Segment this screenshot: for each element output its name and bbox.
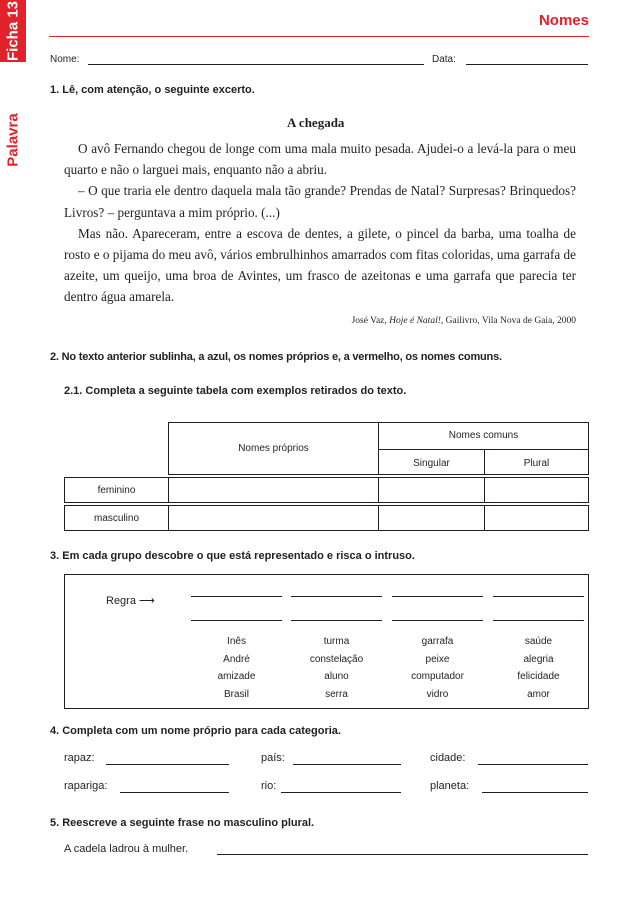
- rule-label: [106, 594, 155, 607]
- citation: [352, 316, 576, 326]
- planeta-label: planeta:: [430, 780, 470, 792]
- word-item[interactable]: aluno: [324, 671, 349, 682]
- sidebar: [0, 0, 26, 190]
- rapaz-field[interactable]: [106, 764, 229, 765]
- date-field[interactable]: [466, 64, 588, 65]
- word-item[interactable]: Inês: [227, 636, 246, 647]
- cidade-label: cidade:: [430, 752, 466, 764]
- q5-prompt: 5. Reescreve a seguinte frase no masculino plural.: [50, 817, 315, 829]
- q3-prompt: 3. Em cada grupo descobre o que está representado e risca o intruso.: [50, 550, 415, 562]
- rapariga-label: rapariga:: [64, 780, 108, 792]
- citation-book: Hoje é Natal!,: [389, 316, 444, 326]
- planeta-field[interactable]: [482, 792, 588, 793]
- palavra-label: Palavra: [4, 113, 22, 167]
- date-label: Data:: [432, 54, 456, 65]
- word-item[interactable]: André: [223, 653, 250, 665]
- word-item[interactable]: saúde: [524, 636, 553, 647]
- word-item[interactable]: constelação: [309, 653, 364, 665]
- row-feminino-label: feminino: [97, 485, 136, 496]
- q5-answer-field[interactable]: [217, 854, 588, 855]
- arrow-right-icon: ⟶: [139, 595, 155, 607]
- name-label: Nome:: [50, 54, 80, 65]
- word-item[interactable]: peixe: [425, 653, 450, 665]
- q2-sub-prompt: 2.1. Completa a seguinte tabela com exemplos retirados do texto.: [64, 385, 407, 397]
- word-group-3: [392, 633, 483, 703]
- name-field[interactable]: [88, 64, 424, 65]
- citation-rest: Gailivro, Vila Nova de Gaia, 2000: [445, 316, 576, 326]
- rule-field-4-top[interactable]: [493, 596, 584, 597]
- rapaz-label: rapaz:: [64, 752, 95, 764]
- pais-field[interactable]: [293, 764, 401, 765]
- ficha-label: Ficha 13: [4, 0, 22, 62]
- word-group-1: [191, 633, 282, 703]
- q4-prompt: 4. Completa com um nome próprio para cada categoria.: [50, 725, 341, 737]
- cell-feminino-plural[interactable]: [484, 477, 589, 503]
- header-divider: [49, 36, 589, 37]
- rule-field-3-top[interactable]: [392, 596, 483, 597]
- rule-field-3-bottom[interactable]: [392, 620, 483, 621]
- word-item[interactable]: alegria: [523, 653, 554, 665]
- cell-masculino-proprios[interactable]: [168, 505, 379, 531]
- q1-prompt: 1. Lê, com atenção, o seguinte excerto.: [50, 84, 255, 96]
- table-header-comuns-label: Nomes comuns: [448, 430, 519, 441]
- story-paragraph: Mas não. Apareceram, entre a escova de dentes, a gilete, o pincel da barba, uma toalha de rosto e o pijama do meu avô, vários embrulhinhos amarrados com fitas coloridas, uma garrafa de azeite, um queijo, uma broa de Avintes, um frasco de azeitonas e uma garrafa que parecia ter dentro água amarela.: [64, 225, 576, 305]
- pais-label: país:: [261, 752, 285, 764]
- q2-prompt: 2. No texto anterior sublinha, a azul, os nomes próprios e, a vermelho, os nomes comuns.: [50, 351, 502, 363]
- word-item[interactable]: computador: [411, 671, 464, 682]
- word-item[interactable]: garrafa: [421, 636, 454, 647]
- cell-masculino-plural[interactable]: [484, 505, 589, 531]
- table-header-plural-label: Plural: [523, 458, 550, 469]
- q5-sentence: A cadela ladrou à mulher.: [64, 843, 189, 855]
- table-header-singular-label: Singular: [413, 458, 450, 469]
- story-text: [64, 138, 576, 308]
- rule-field-2-top[interactable]: [291, 596, 382, 597]
- table-header-proprios-label: Nomes próprios: [238, 443, 309, 454]
- story-title: A chegada: [287, 115, 345, 130]
- word-item[interactable]: felicidade: [517, 671, 560, 682]
- rule-field-1-top[interactable]: [191, 596, 282, 597]
- row-masculino-label: masculino: [93, 513, 140, 524]
- rapariga-field[interactable]: [120, 792, 229, 793]
- rio-field[interactable]: [281, 792, 401, 793]
- word-item[interactable]: Brasil: [223, 688, 249, 700]
- word-item[interactable]: vidro: [426, 688, 449, 700]
- cell-masculino-singular[interactable]: [378, 505, 485, 531]
- rule-field-4-bottom[interactable]: [493, 620, 584, 621]
- page-title: Nomes: [538, 12, 589, 29]
- cell-feminino-singular[interactable]: [378, 477, 485, 503]
- word-group-2: [291, 633, 382, 703]
- word-item[interactable]: amizade: [217, 671, 256, 682]
- cidade-field[interactable]: [478, 764, 588, 765]
- word-item[interactable]: amor: [527, 688, 550, 700]
- word-item[interactable]: turma: [323, 636, 350, 647]
- rule-field-1-bottom[interactable]: [191, 620, 282, 621]
- rule-field-2-bottom[interactable]: [291, 620, 382, 621]
- rule-text: Regra: [106, 595, 136, 607]
- cell-feminino-proprios[interactable]: [168, 477, 379, 503]
- word-group-4: [493, 633, 584, 703]
- rio-label: rio:: [261, 780, 277, 792]
- word-item[interactable]: serra: [325, 688, 348, 700]
- story-paragraph: O avô Fernando chegou de longe com uma mala muito pesada. Ajudei-o a levá-la para o meu quarto e não o larguei mais, enquanto não a abriu.: [64, 141, 576, 178]
- story-paragraph: – O que traria ele dentro daquela mala tão grande? Prendas de Natal? Surpresas? Brinquedos? Livros? – perguntava a mim próprio. (...): [64, 183, 576, 220]
- citation-author: José Vaz,: [351, 316, 387, 326]
